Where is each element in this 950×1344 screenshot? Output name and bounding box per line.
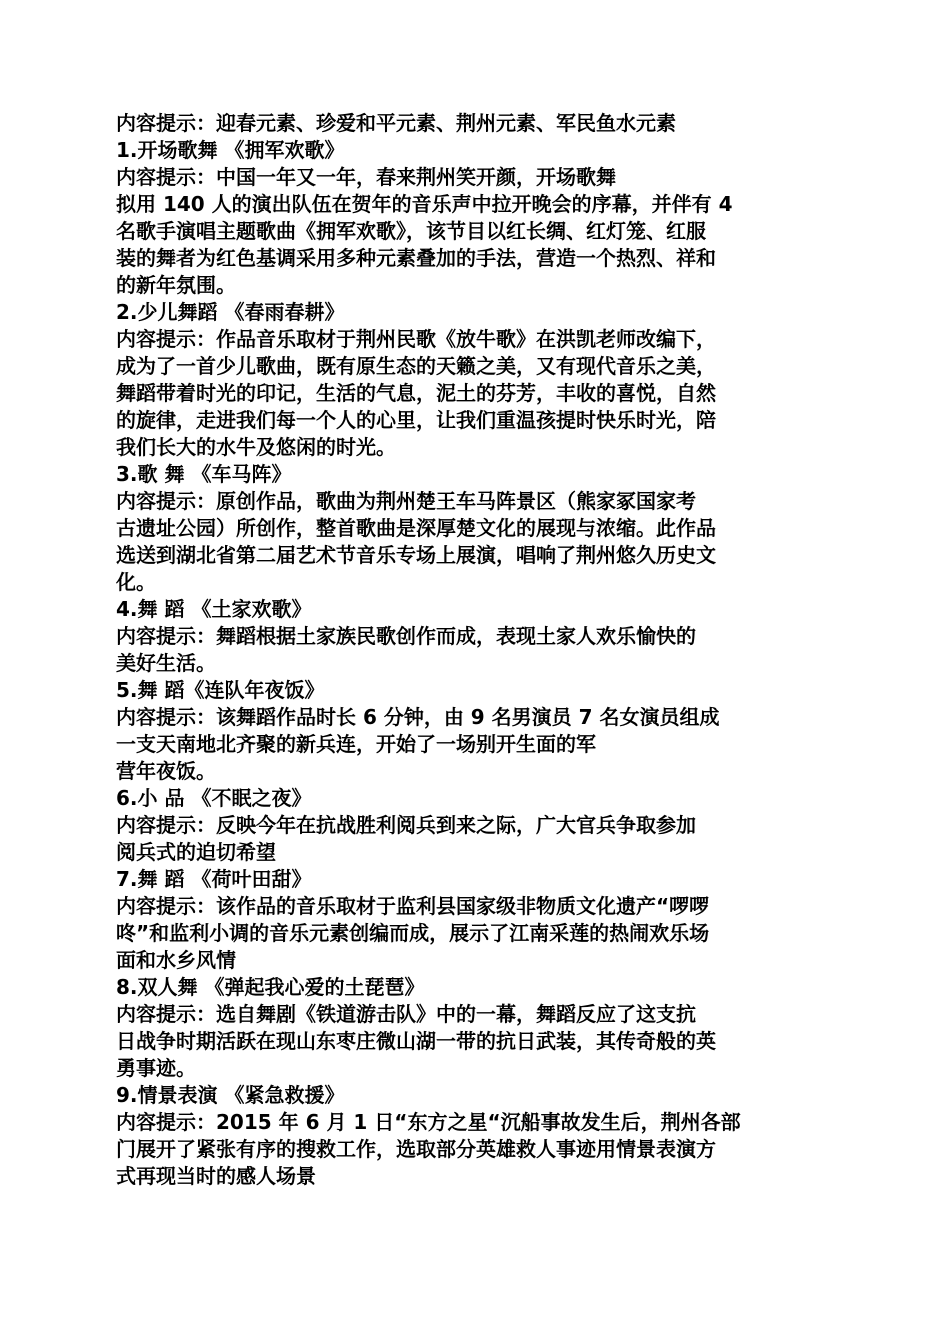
text-line: 一支天南地北齐聚的新兵连，开始了一场别开生面的军 bbox=[116, 732, 596, 756]
text-line: 古遗址公园）所创作，整首歌曲是深厚楚文化的展现与浓缩。此作品 bbox=[116, 516, 716, 540]
text-line: 的新年氛围。 bbox=[116, 273, 236, 297]
text-line: 内容提示：选自舞剧《铁道游击队》中的一幕，舞蹈反应了这支抗 bbox=[116, 1002, 696, 1026]
text-line: 的旋律，走进我们每一个人的心里，让我们重温孩提时快乐时光，陪 bbox=[116, 408, 716, 432]
text-line: 拟用 140 人的演出队伍在贺年的音乐声中拉开晚会的序幕，并伴有 4 bbox=[116, 192, 733, 216]
text-line: 化。 bbox=[116, 570, 156, 594]
text-line: 式再现当时的感人场景 bbox=[116, 1164, 316, 1188]
text-line: 内容提示：舞蹈根据土家族民歌创作而成，表现土家人欢乐愉快的 bbox=[116, 624, 696, 648]
program-heading-2: 2.少儿舞蹈 《春雨春耕》 bbox=[116, 300, 345, 324]
text-line: 内容提示：该作品的音乐取材于监利县国家级非物质文化遗产“啰啰 bbox=[116, 894, 710, 918]
program-heading-6: 6.小 品 《不眠之夜》 bbox=[116, 786, 312, 810]
text-line: 营年夜饭。 bbox=[116, 759, 216, 783]
text-line: 日战争时期活跃在现山东枣庄微山湖一带的抗日武装，其传奇般的英 bbox=[116, 1029, 716, 1053]
text-line: 咚”和监利小调的音乐元素创编而成，展示了江南采莲的热闹欢乐场 bbox=[116, 921, 710, 945]
text-line: 阅兵式的迫切希望 bbox=[116, 840, 276, 864]
text-line: 内容提示：该舞蹈作品时长 6 分钟，由 9 名男演员 7 名女演员组成 bbox=[116, 705, 720, 729]
program-heading-8: 8.双人舞 《弹起我心爱的土琵琶》 bbox=[116, 975, 425, 999]
program-heading-9: 9.情景表演 《紧急救援》 bbox=[116, 1083, 345, 1107]
text-line: 装的舞者为红色基调采用多种元素叠加的手法，营造一个热烈、祥和 bbox=[116, 246, 716, 270]
program-heading-5: 5.舞 蹈《连队年夜饭》 bbox=[116, 678, 325, 702]
text-line: 选送到湖北省第二届艺术节音乐专场上展演，唱响了荆州悠久历史文 bbox=[116, 543, 716, 567]
text-line: 舞蹈带着时光的印记，生活的气息，泥土的芬芳，丰收的喜悦，自然 bbox=[116, 381, 716, 405]
text-line: 内容提示：中国一年又一年，春来荆州笑开颜，开场歌舞 bbox=[116, 165, 616, 189]
text-line: 名歌手演唱主题歌曲《拥军欢歌》，该节目以红长绸、红灯笼、红服 bbox=[116, 219, 706, 243]
text-line: 成为了一首少儿歌曲，既有原生态的天籁之美，又有现代音乐之美， bbox=[116, 354, 716, 378]
program-heading-7: 7.舞 蹈 《荷叶田甜》 bbox=[116, 867, 312, 891]
program-heading-1: 1.开场歌舞 《拥军欢歌》 bbox=[116, 138, 345, 162]
text-line: 内容提示：反映今年在抗战胜利阅兵到来之际，广大官兵争取参加 bbox=[116, 813, 696, 837]
text-line: 内容提示：2015 年 6 月 1 日“东方之星“沉船事故发生后，荆州各部 bbox=[116, 1110, 741, 1134]
text-line: 美好生活。 bbox=[116, 651, 216, 675]
text-line: 内容提示：迎春元素、珍爱和平元素、荆州元素、军民鱼水元素 bbox=[116, 111, 676, 135]
text-line: 勇事迹。 bbox=[116, 1056, 196, 1080]
program-heading-4: 4.舞 蹈 《土家欢歌》 bbox=[116, 597, 312, 621]
text-line: 门展开了紧张有序的搜救工作，选取部分英雄救人事迹用情景表演方 bbox=[116, 1137, 716, 1161]
program-heading-3: 3.歌 舞 《车马阵》 bbox=[116, 462, 292, 486]
text-line: 内容提示：作品音乐取材于荆州民歌《放牛歌》在洪凯老师改编下， bbox=[116, 327, 716, 351]
text-line: 内容提示：原创作品，歌曲为荆州楚王车马阵景区（熊家冢国家考 bbox=[116, 489, 696, 513]
document-body bbox=[116, 110, 838, 1190]
text-line: 面和水乡风情 bbox=[116, 948, 236, 972]
text-line: 我们长大的水牛及悠闲的时光。 bbox=[116, 435, 396, 459]
